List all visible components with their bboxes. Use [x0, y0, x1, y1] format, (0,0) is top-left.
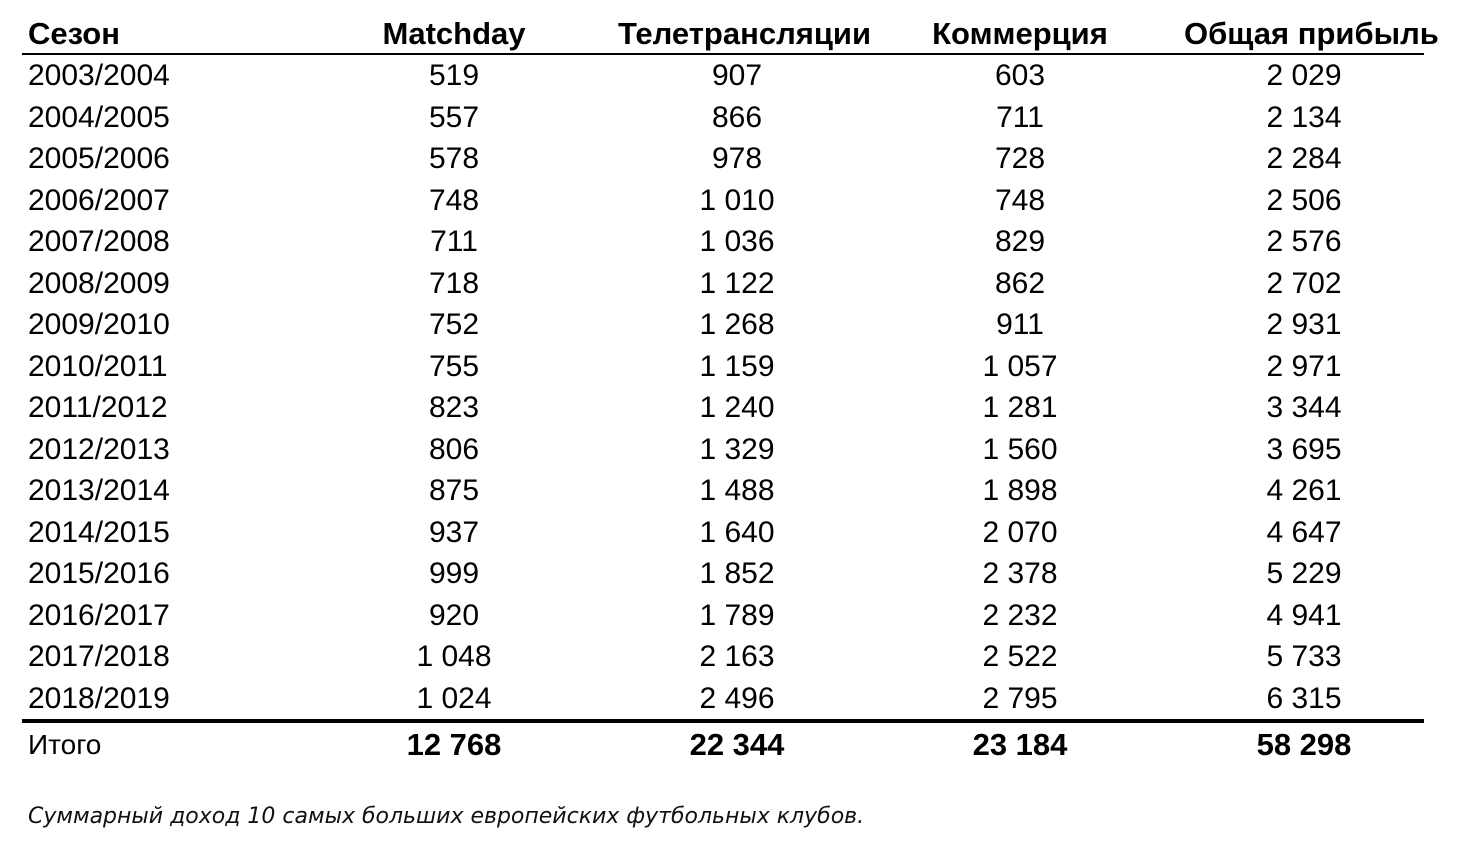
season-cell: 2017/2018	[28, 640, 170, 673]
commercial-cell: 829	[994, 225, 1046, 258]
broadcasting-cell: 1 640	[699, 515, 775, 549]
season-cell: 2003/2004	[28, 59, 170, 92]
total-revenue-cell: 5 229	[1266, 557, 1342, 590]
broadcasting-cell: 1 036	[699, 225, 775, 258]
total-label: Итого	[22, 721, 290, 767]
season-cell: 2012/2013	[28, 432, 170, 466]
broadcasting-cell: 1 488	[699, 474, 775, 507]
table-row	[22, 387, 1424, 429]
matchday-cell: 578	[428, 142, 480, 175]
matchday-cell: 1 048	[416, 640, 492, 673]
header-season: Сезон	[22, 10, 290, 54]
commercial-cell: 862	[994, 266, 1046, 300]
total-revenue-cell: 3 344	[1266, 391, 1342, 424]
total-row	[22, 721, 1424, 767]
season-cell: 2007/2008	[28, 225, 170, 258]
matchday-cell: 718	[428, 266, 480, 300]
table-row	[22, 304, 1424, 346]
table-row	[22, 429, 1424, 471]
table-row	[22, 678, 1424, 722]
matchday-cell: 748	[428, 183, 480, 217]
broadcasting-cell: 1 159	[699, 349, 775, 383]
commercial-cell: 2 378	[982, 557, 1058, 590]
broadcasting-cell: 2 163	[699, 640, 775, 673]
season-cell: 2011/2012	[28, 391, 168, 424]
matchday-cell: 711	[430, 225, 478, 258]
season-cell: 2015/2016	[28, 557, 170, 590]
total-commercial: 23 184	[856, 721, 1184, 767]
commercial-cell: 911	[996, 308, 1044, 341]
table-footer	[22, 721, 1424, 767]
commercial-cell: 728	[994, 142, 1046, 175]
total-revenue-cell: 4 941	[1266, 598, 1342, 632]
matchday-cell: 999	[428, 557, 480, 590]
matchday-cell: 875	[428, 474, 480, 507]
broadcasting-cell: 978	[711, 142, 763, 175]
total-revenue-cell: 4 261	[1266, 474, 1342, 507]
table-row	[22, 636, 1424, 678]
table-row	[22, 263, 1424, 305]
table-row	[22, 54, 1424, 97]
commercial-cell: 603	[994, 59, 1046, 92]
matchday-cell: 755	[428, 349, 480, 383]
total-revenue-cell: 2 284	[1266, 142, 1342, 175]
season-cell: 2014/2015	[28, 515, 170, 549]
commercial-cell: 2 070	[982, 515, 1058, 549]
table-body	[22, 54, 1424, 721]
broadcasting-cell: 907	[711, 59, 763, 92]
season-cell: 2008/2009	[28, 266, 170, 300]
matchday-cell: 920	[428, 598, 480, 632]
matchday-cell: 519	[428, 59, 480, 92]
commercial-cell: 2 232	[982, 598, 1058, 632]
season-cell: 2009/2010	[28, 308, 170, 341]
broadcasting-cell: 866	[711, 100, 763, 134]
broadcasting-cell: 1 852	[699, 557, 775, 590]
table-row	[22, 138, 1424, 180]
commercial-cell: 2 795	[982, 681, 1058, 715]
season-cell: 2013/2014	[28, 474, 170, 507]
matchday-cell: 752	[428, 308, 480, 341]
commercial-cell: 1 898	[982, 474, 1058, 507]
header-commercial: Коммерция	[856, 10, 1184, 54]
broadcasting-cell: 1 329	[699, 432, 775, 466]
total-revenue-cell: 2 029	[1266, 59, 1342, 92]
table-row	[22, 553, 1424, 595]
broadcasting-cell: 1 010	[699, 183, 775, 217]
broadcasting-cell: 1 122	[699, 266, 775, 300]
total-matchday: 12 768	[290, 721, 618, 767]
total-revenue-cell: 6 315	[1266, 681, 1342, 715]
header-row	[22, 10, 1424, 54]
table-header	[22, 10, 1439, 54]
header-total-revenue: Общая прибыль	[1184, 10, 1424, 54]
total-revenue-cell: 2 576	[1266, 225, 1342, 258]
season-cell: 2018/2019	[28, 681, 170, 715]
matchday-cell: 1 024	[416, 681, 492, 715]
season-cell: 2010/2011	[28, 349, 168, 383]
total-revenue-cell: 4 647	[1266, 515, 1342, 549]
commercial-cell: 1 560	[982, 432, 1058, 466]
total-revenue-cell: 3 695	[1266, 432, 1342, 466]
table-row	[22, 470, 1424, 512]
broadcasting-cell: 1 789	[699, 598, 775, 632]
season-cell: 2004/2005	[28, 100, 170, 134]
table-row	[22, 221, 1424, 263]
broadcasting-cell: 1 268	[699, 308, 775, 341]
total-revenue-cell: 2 931	[1266, 308, 1342, 341]
broadcasting-cell: 2 496	[699, 681, 775, 715]
total-revenue-cell: 2 506	[1266, 183, 1342, 217]
table-row	[22, 180, 1424, 222]
season-cell: 2005/2006	[28, 142, 170, 175]
table-row	[22, 512, 1424, 554]
matchday-cell: 937	[428, 515, 480, 549]
revenue-table	[22, 10, 1439, 767]
table-row	[22, 97, 1424, 139]
revenue-table-container	[22, 10, 1439, 767]
broadcasting-cell: 1 240	[699, 391, 775, 424]
matchday-cell: 557	[428, 100, 480, 134]
commercial-cell: 748	[994, 183, 1046, 217]
season-cell: 2016/2017	[28, 598, 170, 632]
commercial-cell: 1 281	[982, 391, 1058, 424]
table-row	[22, 346, 1424, 388]
commercial-cell: 2 522	[982, 640, 1058, 673]
total-revenue-cell: 2 134	[1266, 100, 1342, 134]
total-revenue-cell: 2 702	[1266, 266, 1342, 300]
table-row	[22, 595, 1424, 637]
total-revenue: 58 298	[1184, 721, 1424, 767]
matchday-cell: 823	[428, 391, 480, 424]
matchday-cell: 806	[428, 432, 480, 466]
commercial-cell: 1 057	[982, 349, 1058, 383]
table-caption: Суммарный доход 10 самых больших европейских футбольных клубов.	[28, 804, 865, 829]
header-matchday: Matchday	[290, 10, 618, 54]
commercial-cell: 711	[996, 100, 1044, 134]
total-broadcasting: 22 344	[618, 721, 856, 767]
total-revenue-cell: 2 971	[1266, 349, 1342, 383]
season-cell: 2006/2007	[28, 183, 170, 217]
header-broadcasting: Телетрансляции	[618, 10, 856, 54]
total-revenue-cell: 5 733	[1266, 640, 1342, 673]
